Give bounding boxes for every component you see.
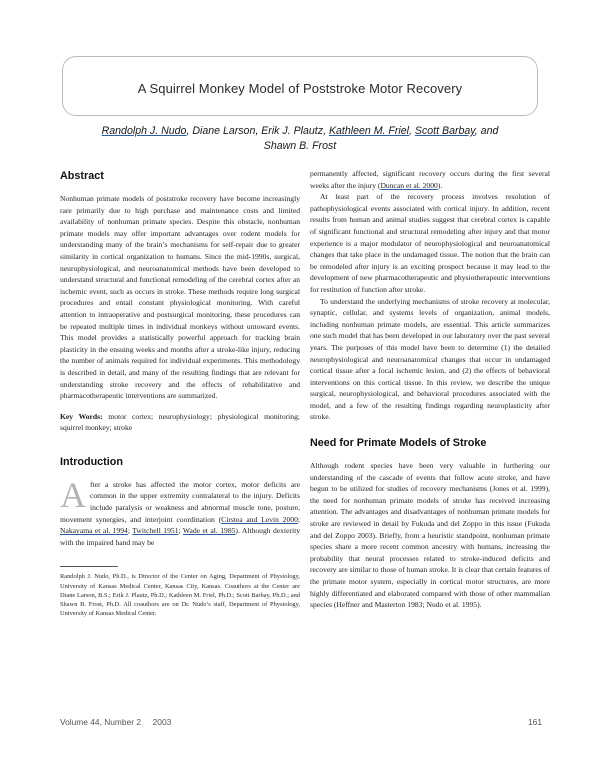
- citation-link[interactable]: Duncan et al. 2000: [380, 180, 438, 190]
- introduction-heading: Introduction: [60, 455, 123, 468]
- author-list: [70, 124, 530, 153]
- author-link[interactable]: Randolph J. Nudo: [101, 125, 187, 137]
- title-box: [62, 56, 538, 116]
- author-name: Shawn B. Frost: [263, 139, 337, 152]
- citation-link[interactable]: Twitchell 1951: [132, 526, 179, 536]
- author-footnote: Randolph J. Nudo, Ph.D., is Director of the Center on Aging, Department of Physiology, University of Kansas Medical Center, Kansas City, Kansas. Coauthors at the Center are Diane Larson, B.S.; Erik J. Plautz, Ph.D.; Kathleen M. Friel, Ph.D.; Scott Barbay, Ph.D.; and Shawn B. Frost, Ph.D. All coauthors are on Dr. Nudo’s staff, Department of Physiology, University of Kansas Medical Center.: [60, 573, 300, 618]
- introduction-paragraph: [60, 474, 301, 549]
- intro-text-part: fter a stroke has affected the motor cortex, motor deficits are common in the upper extremity contralateral to the injury. Deficits include paralysis or weakness and abnormal muscle tone, posture, movement synergies, and interjoint coordination (: [60, 479, 300, 524]
- paragraph: To understand the underlying mechanisms of stroke recovery at molecular, synaptic, cellular, and systems levels of organization, animal models, including nonhuman primate models, are essential. This article summarizes one such model that has been developed in our laboratory over the past several years. The purposes of this model have been to determine (1) the detailed neurophysiological and neuroanatomical changes that occur in undamaged cortical tissue after a focal ischemic lesion, and (2) the effects of behavioral interventions on this cortical tissue. In this review, we describe the unique surgical, neurophysiological, and behavioral procedures associated with the model, and a few of the resulting findings regarding neuroplasticity after stroke.: [310, 296, 550, 422]
- intro-text-part: ;: [127, 526, 133, 536]
- right-column: [310, 168, 550, 611]
- volume-info: Volume 44, Number 2 2003: [60, 717, 172, 727]
- citation-link[interactable]: Nakayama et al. 1994: [60, 526, 128, 536]
- author-separator: ,: [323, 125, 329, 137]
- author-link[interactable]: Scott Barbay: [414, 125, 475, 137]
- keywords-label: Key Words:: [60, 411, 103, 421]
- paragraph: At least part of the recovery process involves resolution of pathophysiological events associated with cortical injury. In addition, recent results from human and animal studies suggest that cerebral cortex is capable of significant functional and structural remodeling after injury and that motor experience is a major modulator of neurophysiological and neuroanatomical changes that take place in the undamaged tissue. The notion that the brain can be remodeled after injury is an exciting prospect because it may lead to the development of new pharmacotherapeutic and physiotherapeutic interventions for restitution of function after stroke.: [310, 192, 550, 294]
- abstract-heading: Abstract: [60, 170, 104, 182]
- keywords-list: motor cortex; neurophysiology; physiological monitoring; squirrel monkey; stroke: [60, 411, 300, 433]
- author-link[interactable]: Kathleen M. Friel: [328, 125, 410, 137]
- left-column: [60, 170, 300, 618]
- author-separator: ,: [255, 125, 262, 137]
- introduction-text: [60, 474, 301, 549]
- drop-cap: A: [60, 474, 86, 515]
- section-heading-need: Need for Primate Models of Stroke: [310, 437, 487, 450]
- author-name: Erik J. Plautz: [261, 125, 324, 137]
- author-separator: ,: [409, 125, 415, 137]
- page-footer: [60, 717, 542, 727]
- paragraph-text: ).: [437, 180, 443, 190]
- author-separator: , and: [474, 125, 499, 137]
- author-name: Diane Larson: [192, 125, 256, 137]
- intro-text-part: ). Although dexterity with the impaired hand may be: [60, 526, 301, 547]
- continued-paragraph: [310, 168, 550, 191]
- footnote-rule: [60, 566, 118, 567]
- paragraph-text: permanently affected, significant recovery occurs during the first several weeks after the injury (: [310, 169, 550, 190]
- intro-text-part: ;: [297, 514, 300, 524]
- article-title: A Squirrel Monkey Model of Poststroke Motor Recovery: [137, 80, 463, 96]
- abstract-text: Nonhuman primate models of poststroke recovery have become increasingly rare primarily due to high purchase and maintenance costs and limited availability of nonhuman primate species. Despite this obstacle, nonhuman primate models may offer important advantages over rodent models for understanding many of the brain’s mechanisms for self-repair due to greater similarity in cortical organization to humans. Since the mid-1990s, surgical, neurophysiological, and neuroanatomical methods have been developed to understand structural and functional remodeling of the cerebral cortex after an ischemic event, such as occurs in stroke. These methods require long surgical procedures and entail constant physiological monitoring. With careful attention to intraoperative and postsurgical monitoring, these procedures can be repeated multiple times in individual monkeys without untoward events. This model provides a statistically powerful approach for tracking brain plasticity in the ensuing weeks and months after a stroke-like injury, reducing the number of animals required for individual experiments. This methodology is described in detail, and many of the resulting findings that are relevant for understanding stroke recovery and the effects of rehabilitative and pharmacotherapeutic interventions are summarized.: [60, 194, 300, 401]
- keywords: [60, 411, 300, 434]
- citation-link[interactable]: Wade et al. 1985: [182, 526, 236, 536]
- citation-link[interactable]: Cirstea and Levin 2000: [221, 514, 298, 524]
- paragraph: Although rodent species have been very valuable in furthering our understanding of the cascade of events that follow acute stroke, and have begun to be utilized for studies of recovery mechanisms (Jones et al. 1999), the need for nonhuman primate models of stroke has received increasing attention. The advantages and disadvantages of nonhuman primate models for stroke are reviewed in detail by Fukuda and del Zoppo in this issue (Fukuda and del Zoppo 2003). Briefly, from a heuristic standpoint, nonhuman primate species share a more recent common ancestry with humans, increasing the probability that neural processes related to stroke-induced deficits and recovery are similar to those of human stroke. It is clear that certain features of the primate motor system, especially in cortical motor structures, are more highly differentiated and elaborated compared with those of other mammalian species (Heffner and Masterton 1983; Nudo et al. 1995).: [310, 461, 550, 610]
- page-number: 161: [528, 717, 542, 727]
- author-separator: ,: [186, 125, 193, 137]
- intro-text-part: ;: [178, 526, 183, 536]
